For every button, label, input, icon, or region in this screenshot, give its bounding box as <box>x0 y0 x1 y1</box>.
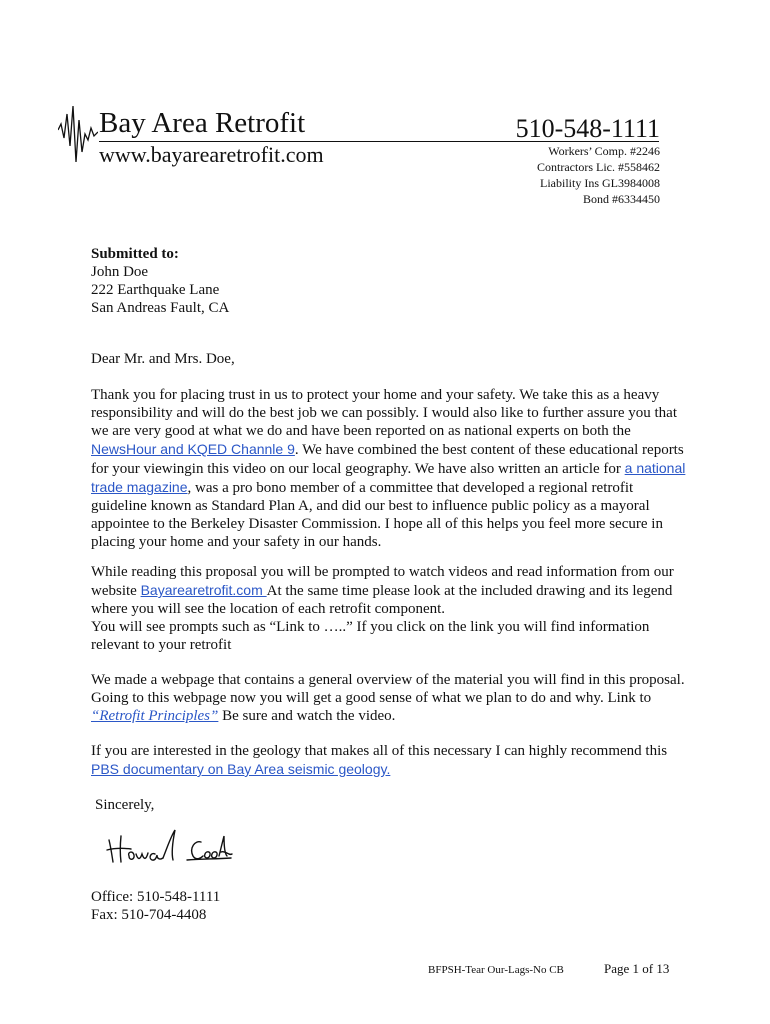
paragraph-webpage <box>91 671 691 725</box>
paragraph-text: If you are interested in the geology that makes all of this necessary I can highly recommend this <box>91 743 668 759</box>
trade-magazine-link[interactable]: a national trade magazine <box>91 460 686 495</box>
paragraph-text: You will see prompts such as “Link to …..” If you click on the link you will find information relevant to your retrofit <box>91 619 650 653</box>
fax-number: Fax: 510-704-4408 <box>91 907 207 923</box>
retrofit-principles-link[interactable]: “Retrofit Principles” <box>91 708 219 724</box>
paragraph-text: At the same time please look at the included drawing and its legend where you will see the location of each retrofit component. <box>91 583 673 617</box>
paragraph-text: Be sure and watch the video. <box>218 708 396 724</box>
closing: Sincerely, <box>95 797 155 813</box>
seismograph-logo-icon <box>58 100 98 170</box>
submitted-to-label: Submitted to: <box>91 246 179 262</box>
paragraph-text: , was a pro bono member of a committee that developed a regional retrofit guideline known as Standard Plan A, and did our best to influence public policy as a mayoral appointee to the Berkeley Disaster Commission. I hope all of this helps you feel more secure in placing your home and your safety in our hands. <box>91 480 663 550</box>
page-number: Page 1 of 13 <box>604 961 670 976</box>
paragraph-text: . We have combined the best content of these educational reports for your viewingin this video on our local geography. We have also written an article for <box>91 442 684 477</box>
workers-comp: Workers’ Comp. #2246 <box>548 144 660 158</box>
newshour-kqed-link[interactable]: NewsHour and KQED Channle 9 <box>91 441 295 457</box>
paragraph-intro <box>91 386 691 551</box>
contractors-license: Contractors Lic. #558462 <box>537 160 660 174</box>
website-link[interactable]: Bayarearetrofit.com <box>140 582 267 598</box>
salutation: Dear Mr. and Mrs. Doe, <box>91 351 235 367</box>
pbs-documentary-link[interactable]: PBS documentary on Bay Area seismic geology. <box>91 761 391 777</box>
liability-insurance: Liability Ins GL3984008 <box>540 176 660 190</box>
recipient-block <box>91 245 691 317</box>
company-phone: 510-548-1111 <box>515 114 660 143</box>
paragraph-website <box>91 563 691 654</box>
footer-document-code: BFPSH-Tear Our-Lags-No CB <box>428 964 564 976</box>
bond-number: Bond #6334450 <box>582 192 660 206</box>
paragraph-text: Thank you for placing trust in us to protect your home and your safety. We take this as a heavy responsibility and will do the best job we can possibly. I would also like to further assure you that we are very good at what we do and have been reported on as national experts on both the <box>91 387 678 439</box>
handwritten-signature <box>103 826 233 866</box>
paragraph-text: While reading this proposal you will be prompted to watch videos and read information from our website <box>91 564 674 599</box>
paragraph-geology <box>91 742 691 779</box>
recipient-name: John Doe <box>91 264 149 280</box>
company-website: www.bayarearetrofit.com <box>99 142 324 167</box>
contact-block <box>91 888 691 924</box>
company-name: Bay Area Retrofit <box>99 107 306 139</box>
office-phone: Office: 510-548-1111 <box>91 889 221 905</box>
recipient-city: San Andreas Fault, CA <box>91 300 230 316</box>
paragraph-text: We made a webpage that contains a general overview of the material you will find in this proposal. Going to this webpage now you will get a good sense of what we plan to do and why. Link to <box>91 672 685 706</box>
recipient-street: 222 Earthquake Lane <box>91 282 220 298</box>
license-credentials <box>537 143 660 207</box>
